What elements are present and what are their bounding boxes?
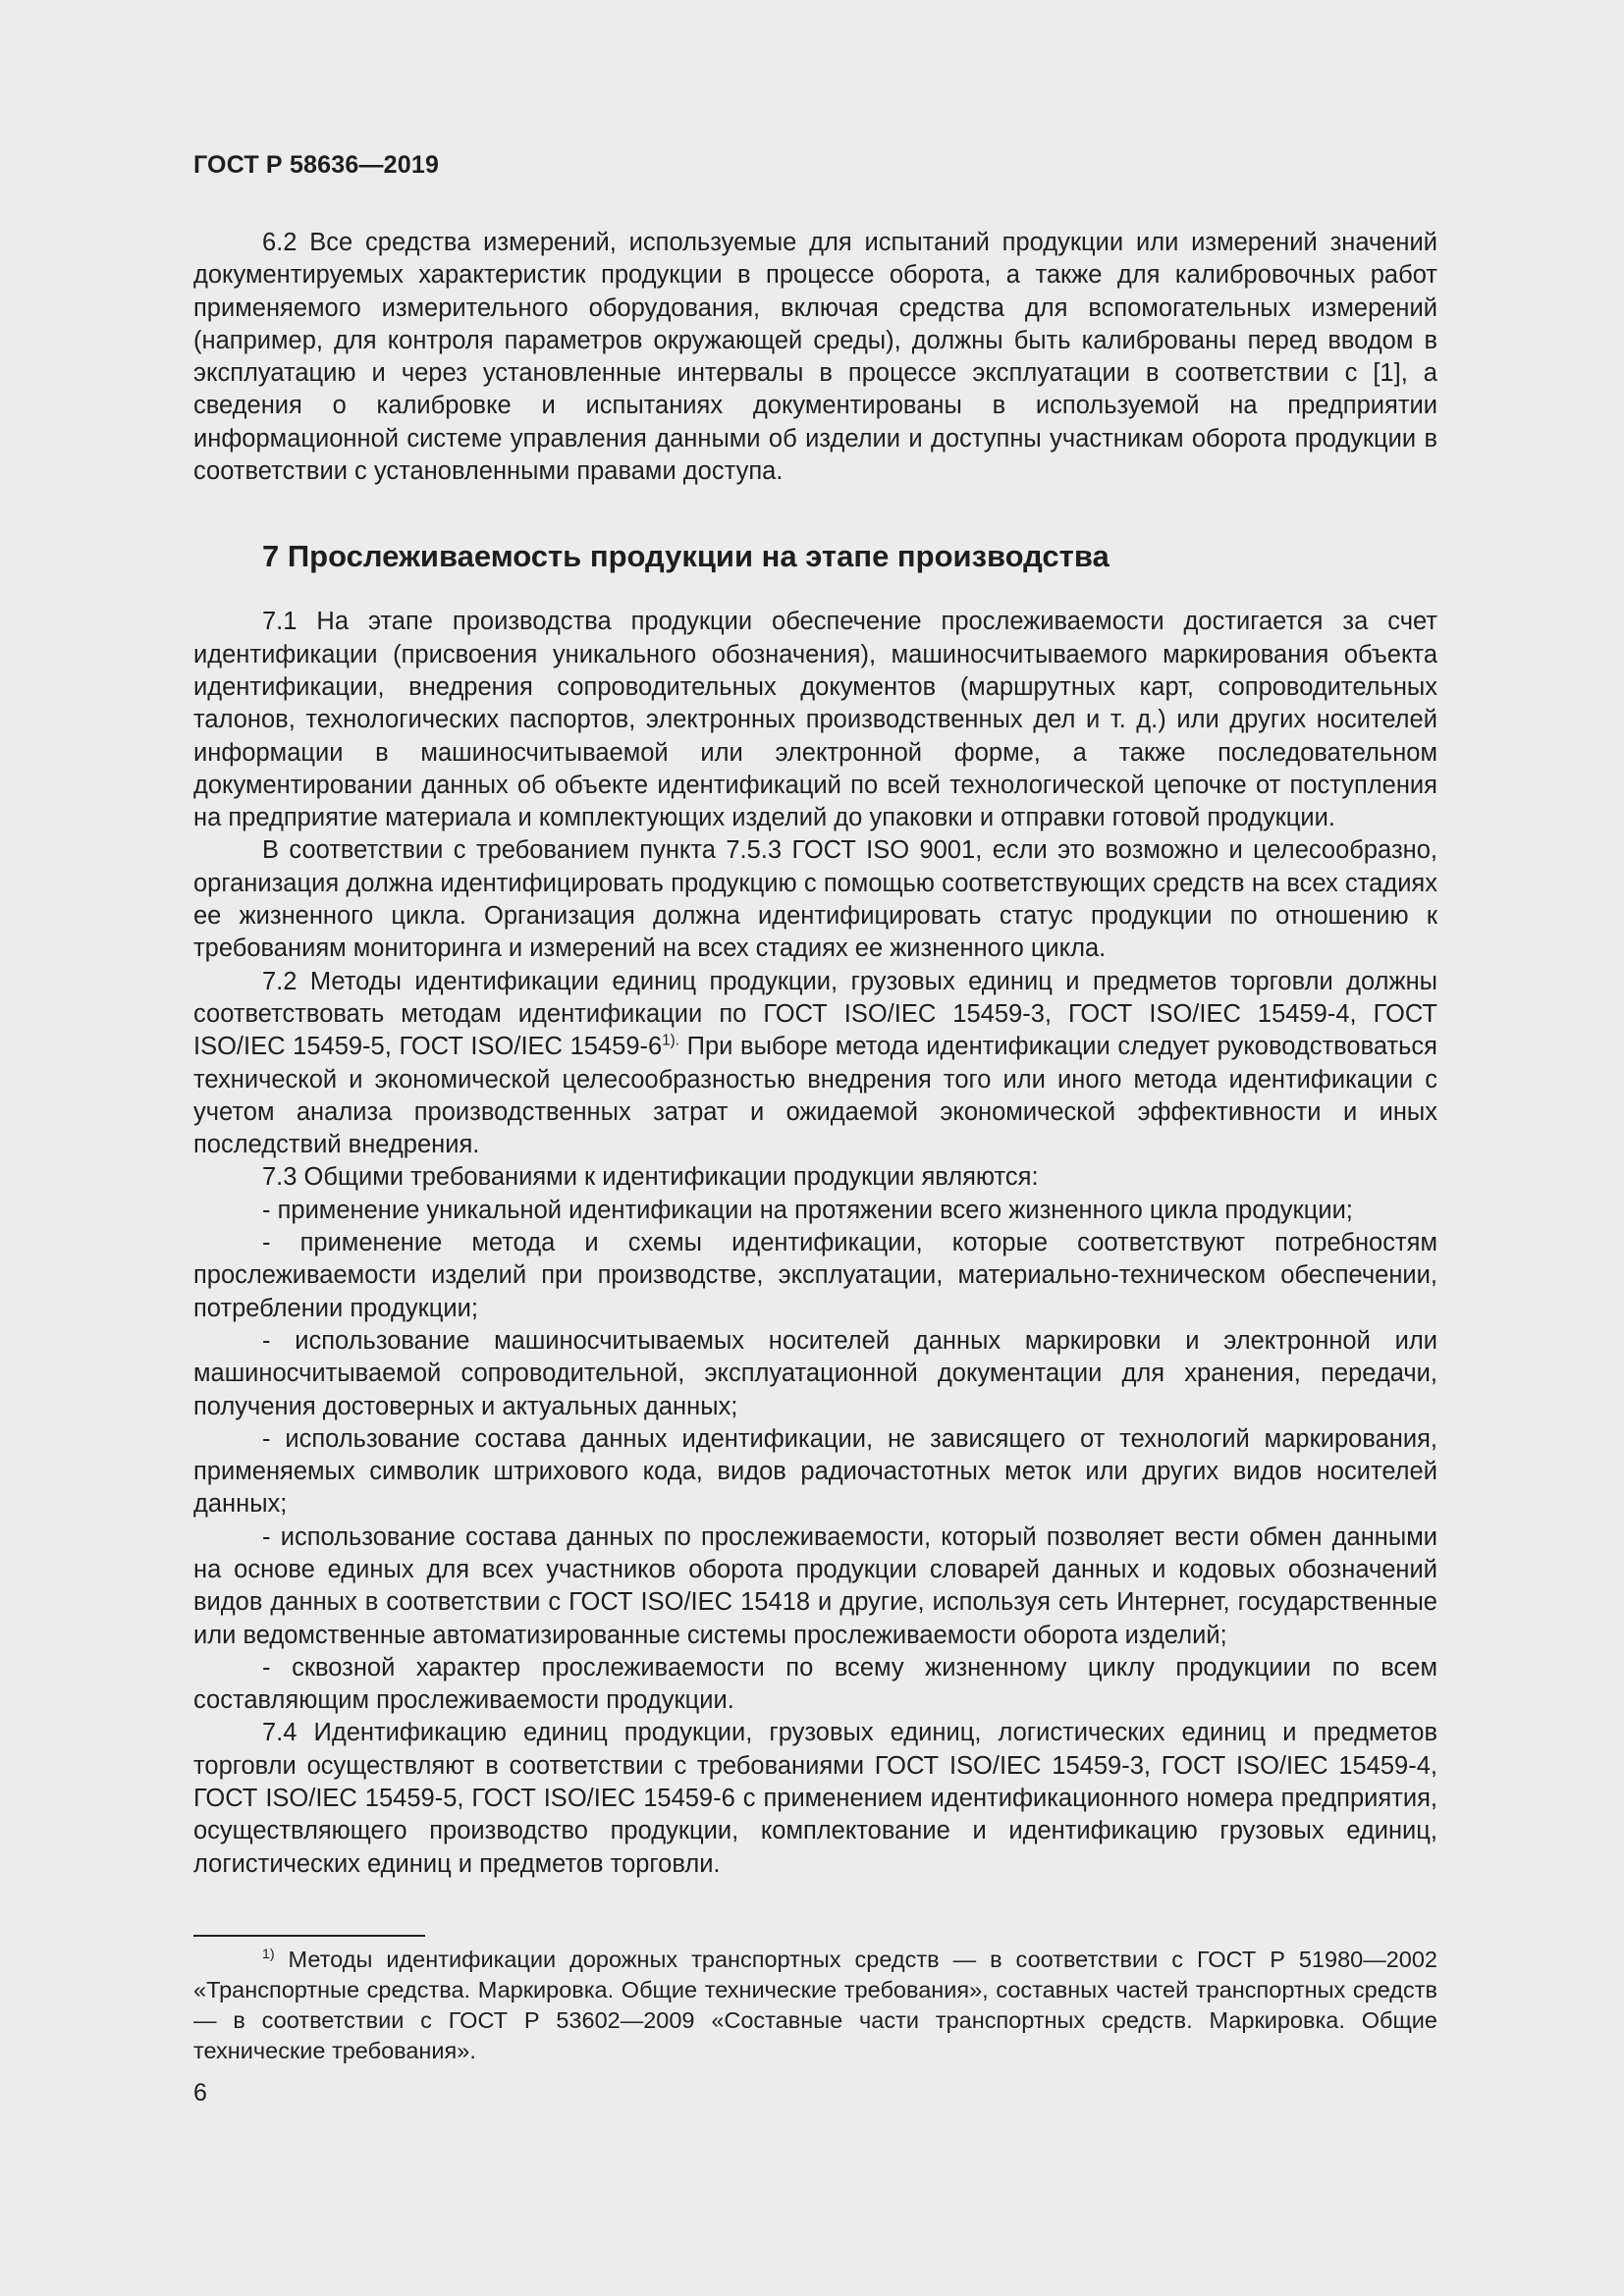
footnote-divider xyxy=(193,1935,425,1937)
paragraph-6-2: 6.2 Все средства измерений, используемые для испытаний продукции или измерений значений документируемых характеристик продукции в процессе оборота, а также для калибровочных работ применяемого измерительного оборудования, включая средства для вспомогательных измерений (например, для контроля параметров окружающей среды), должны быть калиброваны перед вводом в эксплуатацию и через установленные интервалы в процессе эксплуатации в соответствии с [1], а сведения о калибровке и испытаниях документированы в используемой на предприятии информационной системе управления данными об изделии и доступны участникам оборота продукции в соответствии с установленными правами доступа. xyxy=(193,229,1437,486)
paragraph-7-1: 7.1 На этапе производства продукции обеспечение прослеживаемости достигается за счет идентификации (присвоения уникального обозначения), машиносчитываемого маркирования объекта идентификации, внедрения сопроводительных документов (маршрутных карт, сопроводительных талонов, технологических паспортов, электронных производственных дел и т. д.) или других носителей информации в машиносчитываемой или электронной форме, а также последовательном документировании данных об объекте идентификаций по всей технологической цепочке от поступления на предприятие материала и комплектующих изделий до упаковки и отправки готовой продукции. xyxy=(193,608,1437,832)
paragraph-7-2 xyxy=(193,966,1437,1162)
footnote-reference: 1). xyxy=(662,1032,680,1049)
list-item: - применение метода и схемы идентификации, которые соответствуют потребностям прослеживаемости изделий при производстве, эксплуатации, материально-техническом обеспечении, потреблении продукции; xyxy=(193,1229,1437,1322)
list-item: - применение уникальной идентификации на протяжении всего жизненного цикла продукции; xyxy=(262,1196,1353,1224)
paragraph-7-1-iso9001: В соответствии с требованием пункта 7.5.3 ГОСТ ISO 9001, если это возможно и целесообразно, организация должна идентифицировать продукцию с помощью соответствующих средств на всех стадиях ее жизненного цикла. Организация должна идентифицировать статус продукции по отношению к требованиям мониторинга и измерений на всех стадиях ее жизненного цикла. xyxy=(193,836,1437,963)
list-item: - использование состава данных по прослеживаемости, который позволяет вести обмен данными на основе единых для всех участников оборота продукции словарей данных и кодовых обозначений видов данных в соответствии с ГОСТ ISO/IEC 15418 и другие, используя сеть Интернет, государственные или ведомственные автоматизированные системы прослеживаемости оборота изделий; xyxy=(193,1522,1437,1649)
page-number: 6 xyxy=(193,2078,207,2107)
document-code-header: ГОСТ Р 58636—2019 xyxy=(193,151,440,179)
paragraph-7-4: 7.4 Идентификацию единиц продукции, грузовых единиц, логистических единиц и предметов торговли осуществляют в соответствии с требованиями ГОСТ ISO/IEC 15459-3, ГОСТ ISO/IEC 15459-4, ГОСТ ISO/IEC 15459-5, ГОСТ ISO/IEC 15459-6 с применением идентификационного номера предприятия, осуществляющего производство продукции, комплектование и идентификацию грузовых единиц, логистических единиц и предметов торговли. xyxy=(193,1719,1437,1878)
footnote-mark: 1) xyxy=(262,1946,275,1962)
paragraph-7-3: 7.3 Общими требованиями к идентификации продукции являются: xyxy=(262,1163,1039,1192)
paragraph-7-2-text-b: При выборе метода идентификации следует руководствоваться технической и экономической целесообразностью внедрения того или иного метода идентификации с учетом анализа производственных затрат и ожидаемой экономической эффективности и иных последствий внедрения. xyxy=(193,1033,1437,1159)
paragraph-7-2-text-a: 7.2 Методы идентификации единиц продукции, грузовых единиц и предметов торговли должны соответствовать методам идентификации по ГОСТ ISO/IEC 15459-3, ГОСТ ISO/IEC 15459-4, ГОСТ ISO/IEC 15459-5, ГОСТ ISO/IEC 15459-6 xyxy=(193,967,1437,1061)
footnote-text: Методы идентификации дорожных транспортных средств — в соответствии с ГОСТ Р 51980—2002 «Транспортные средства. Маркировка. Общие технические требования», составных частей транспортных средств — в соответствии с ГОСТ Р 53602—2009 «Составные части транспортных средств. Маркировка. Общие технические требования». xyxy=(193,1946,1437,2063)
list-item: - использование машиносчитываемых носителей данных маркировки и электронной или машиносчитываемой сопроводительной, эксплуатационной документации для хранения, передачи, получения достоверных и актуальных данных; xyxy=(193,1326,1437,1420)
list-item: - использование состава данных идентификации, не зависящего от технологий маркирования, применяемых символик штрихового кода, видов радиочастотных меток или других видов носителей данных; xyxy=(193,1424,1437,1519)
list-item: - сквозной характер прослеживаемости по всему жизненному циклу продукциии по всем составляющим прослеживаемости продукции. xyxy=(193,1653,1437,1715)
section-heading-7: 7 Прослеживаемость продукции на этапе производства xyxy=(262,539,1110,574)
footnote xyxy=(193,1945,1437,2066)
